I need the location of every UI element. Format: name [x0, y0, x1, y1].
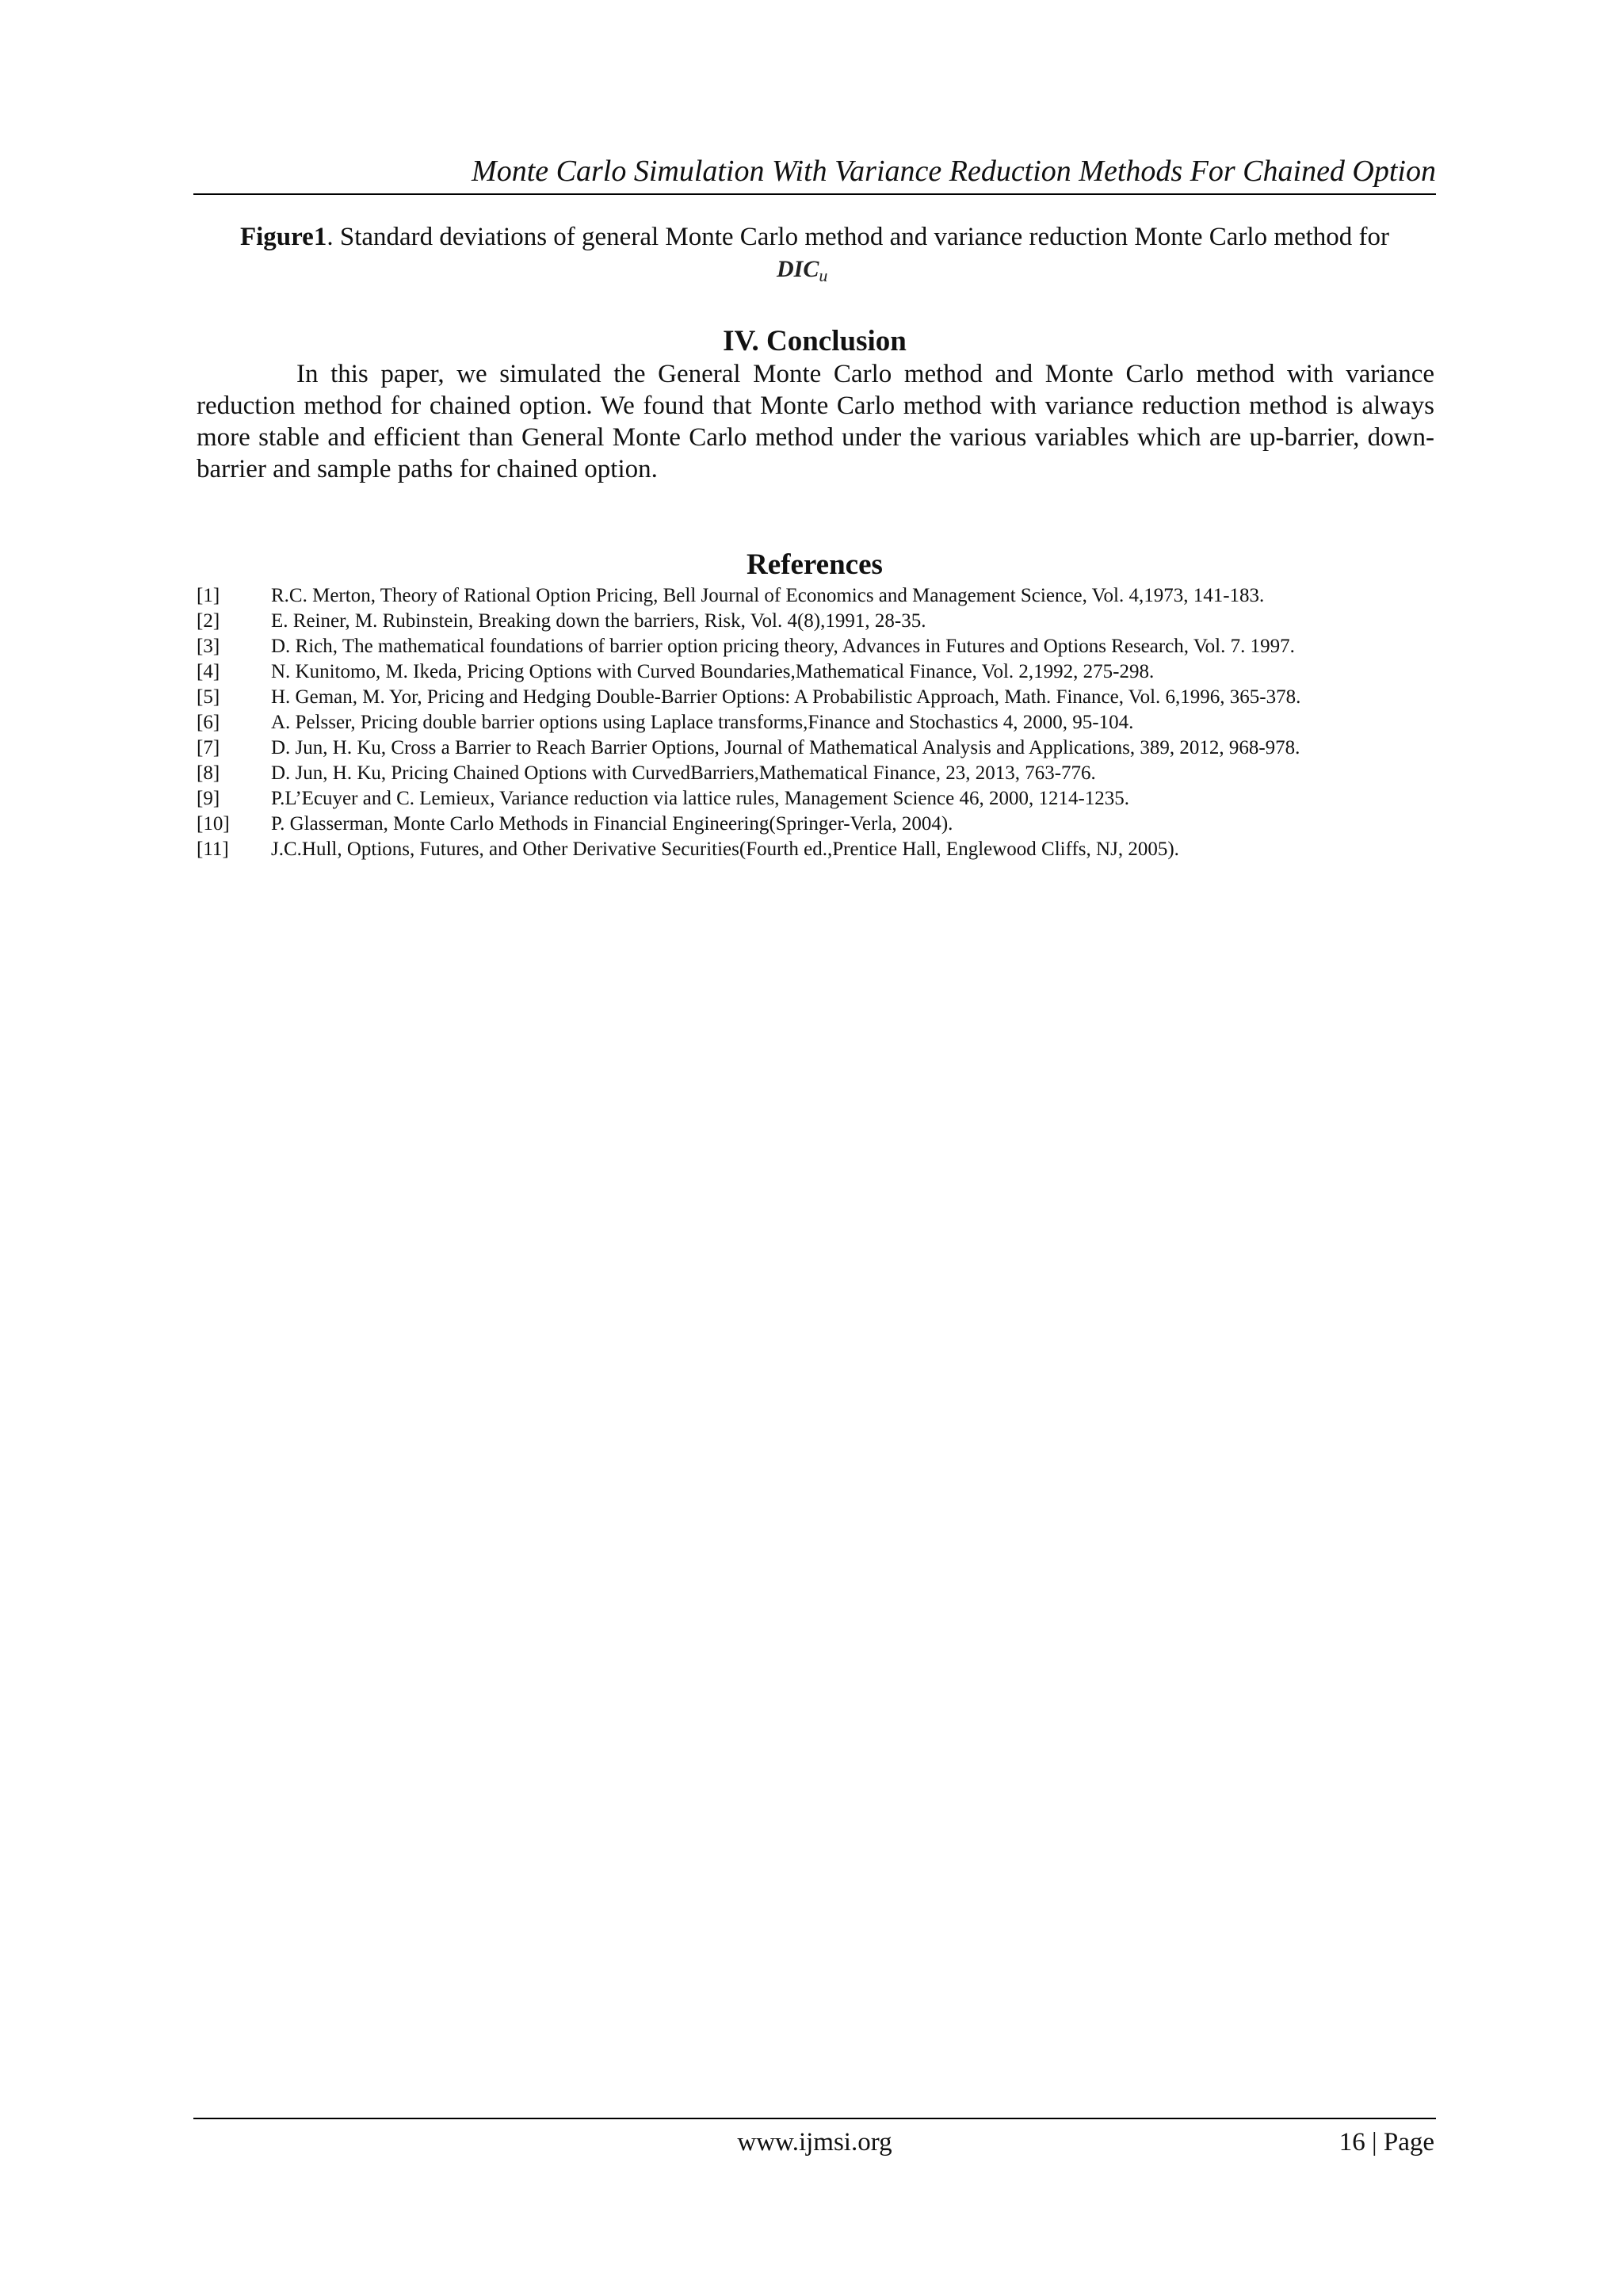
reference-text: D. Jun, H. Ku, Cross a Barrier to Reach Barrier Options, Journal of Mathematical Analysis and Applications, 389, 2012, 968-978. — [271, 737, 1300, 758]
figure-caption-text: . Standard deviations of general Monte Carlo method and variance reduction Monte Carlo method for — [327, 223, 1390, 251]
conclusion-heading: IV. Conclusion — [723, 325, 907, 357]
figure-caption — [193, 220, 1436, 254]
reference-number: [5] — [197, 686, 220, 708]
reference-item — [197, 609, 1465, 634]
reference-item — [197, 837, 1465, 862]
reference-text: D. Jun, H. Ku, Pricing Chained Options with CurvedBarriers,Mathematical Finance, 23, 2013, 763-776. — [271, 762, 1096, 784]
reference-text: A. Pelsser, Pricing double barrier options using Laplace transforms,Finance and Stochastics 4, 2000, 95-104. — [271, 712, 1134, 733]
reference-number: [3] — [197, 636, 220, 657]
reference-item — [197, 710, 1465, 735]
references-heading: References — [747, 548, 883, 581]
reference-number: [11] — [197, 839, 229, 860]
reference-text: P.L’Ecuyer and C. Lemieux, Variance reduction via lattice rules, Management Science 46, 2000, 1214-1235. — [271, 788, 1130, 809]
reference-item — [197, 634, 1465, 659]
figure-label: Figure1 — [239, 223, 327, 251]
reference-number: [8] — [197, 762, 220, 784]
footer-page-number: 16 | Page — [1338, 2128, 1434, 2157]
reference-text: N. Kunitomo, M. Ikeda, Pricing Options with Curved Boundaries,Mathematical Finance, Vol. 2,1992, 275-298. — [271, 661, 1155, 682]
reference-number: [6] — [197, 712, 220, 733]
running-header: Monte Carlo Simulation With Variance Reduction Methods For Chained Option — [472, 155, 1436, 188]
reference-list — [197, 583, 1465, 862]
reference-number: [9] — [197, 788, 220, 809]
reference-item — [197, 735, 1465, 761]
reference-text: J.C.Hull, Options, Futures, and Other Derivative Securities(Fourth ed.,Prentice Hall, Englewood Cliffs, NJ, 2005). — [271, 839, 1179, 860]
reference-text: P. Glasserman, Monte Carlo Methods in Financial Engineering(Springer-Verla, 2004). — [271, 813, 953, 835]
reference-number: [4] — [197, 661, 220, 682]
reference-text: H. Geman, M. Yor, Pricing and Hedging Double-Barrier Options: A Probabilistic Approach, Math. Finance, Vol. 6,1996, 365-378. — [271, 686, 1301, 708]
reference-number: [1] — [197, 585, 220, 606]
reference-item — [197, 786, 1465, 812]
reference-text: R.C. Merton, Theory of Rational Option Pricing, Bell Journal of Economics and Management Science, Vol. 4,1973, 141-183. — [271, 585, 1265, 606]
reference-item — [197, 583, 1465, 609]
reference-item — [197, 685, 1465, 710]
reference-item — [197, 761, 1465, 786]
reference-item — [197, 812, 1465, 837]
formula-base: DIC — [777, 256, 819, 282]
figure-formula — [777, 254, 827, 292]
reference-number: [7] — [197, 737, 220, 758]
reference-item — [197, 659, 1465, 685]
header-rule — [193, 193, 1436, 195]
reference-number: [10] — [197, 813, 230, 835]
footer-rule — [193, 2118, 1436, 2119]
footer-url: www.ijmsi.org — [737, 2128, 892, 2157]
reference-text: E. Reiner, M. Rubinstein, Breaking down the barriers, Risk, Vol. 4(8),1991, 28-35. — [271, 610, 926, 632]
formula-subscript: u — [819, 266, 828, 285]
reference-number: [2] — [197, 610, 220, 632]
reference-text: D. Rich, The mathematical foundations of barrier option pricing theory, Advances in Futures and Options Research, Vol. 7. 1997. — [271, 636, 1295, 657]
conclusion-paragraph: In this paper, we simulated the General Monte Carlo method and Monte Carlo method with variance reduction method for chained option. We found that Monte Carlo method with variance reduction method is always more stable and efficient than General Monte Carlo method under the various variables which are up-barrier, down-barrier and sample paths for chained option. — [197, 360, 1434, 483]
